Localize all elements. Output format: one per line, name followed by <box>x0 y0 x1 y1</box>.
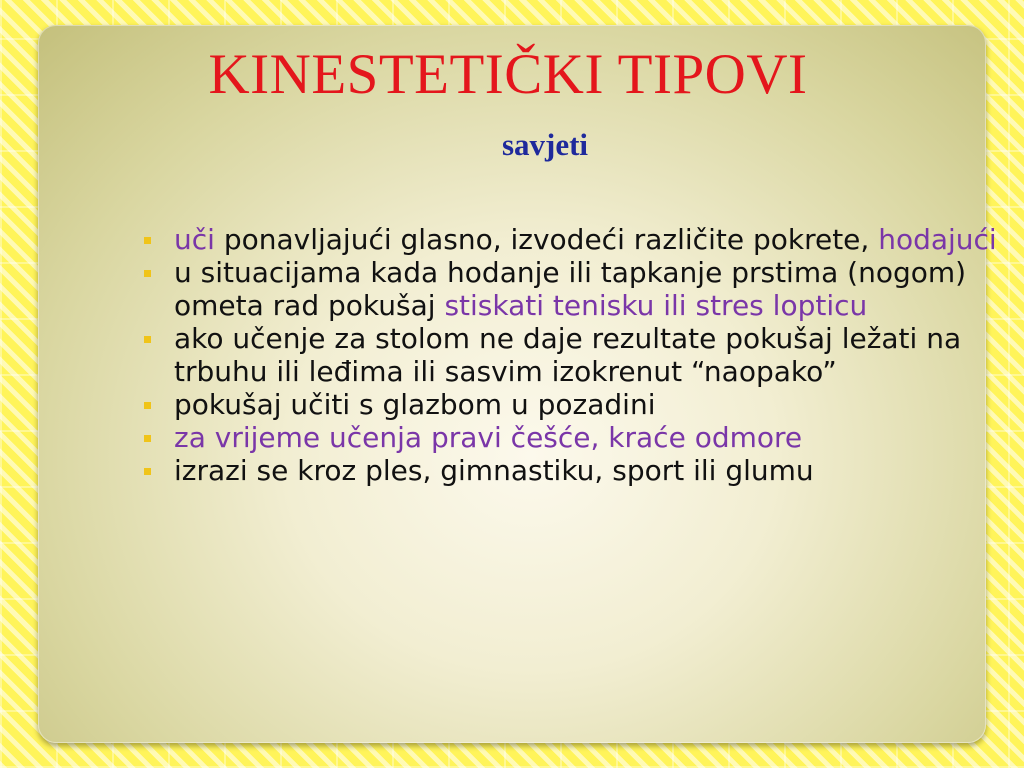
bullet-square-icon <box>144 336 151 343</box>
bullet-text: izrazi se kroz ples, gimnastiku, sport ili glumu <box>174 454 814 487</box>
bullet-list <box>141 223 1001 487</box>
bullet-text: ako učenje za stolom ne daje rezultate pokušaj ležati na trbuhu ili leđima ili sasvim izokrenut “naopako” <box>174 322 962 388</box>
bullet-item <box>141 223 1001 256</box>
bullet-item <box>141 421 1001 454</box>
bullet-highlight-text: za vrijeme učenja pravi češće, kraće odmore <box>174 421 803 454</box>
slide-subtitle: savjeti <box>501 127 589 162</box>
bullet-item <box>141 256 1001 322</box>
bullet-square-icon <box>144 237 151 244</box>
bullet-highlight-text: hodajući <box>878 223 997 256</box>
bullet-item <box>141 454 1001 487</box>
slide-title: KINESTETIČKI TIPOVI <box>208 43 808 106</box>
bullet-square-icon <box>144 468 151 475</box>
bullet-text: ponavljajući glasno, izvodeći različite pokrete, <box>214 223 879 256</box>
bullet-highlight-text: stiskati tenisku ili stres lopticu <box>444 289 868 322</box>
bullet-square-icon <box>144 270 151 277</box>
bullet-item <box>141 322 1001 388</box>
bullet-square-icon <box>144 402 151 409</box>
bullet-square-icon <box>144 435 151 442</box>
bullet-text: pokušaj učiti s glazbom u pozadini <box>174 388 656 421</box>
bullet-item <box>141 388 1001 421</box>
bullet-highlight-text: uči <box>174 223 215 256</box>
bullet-text: u situacijama kada hodanje ili tapkanje prstima (nogom) ometa rad pokušaj <box>174 256 967 322</box>
